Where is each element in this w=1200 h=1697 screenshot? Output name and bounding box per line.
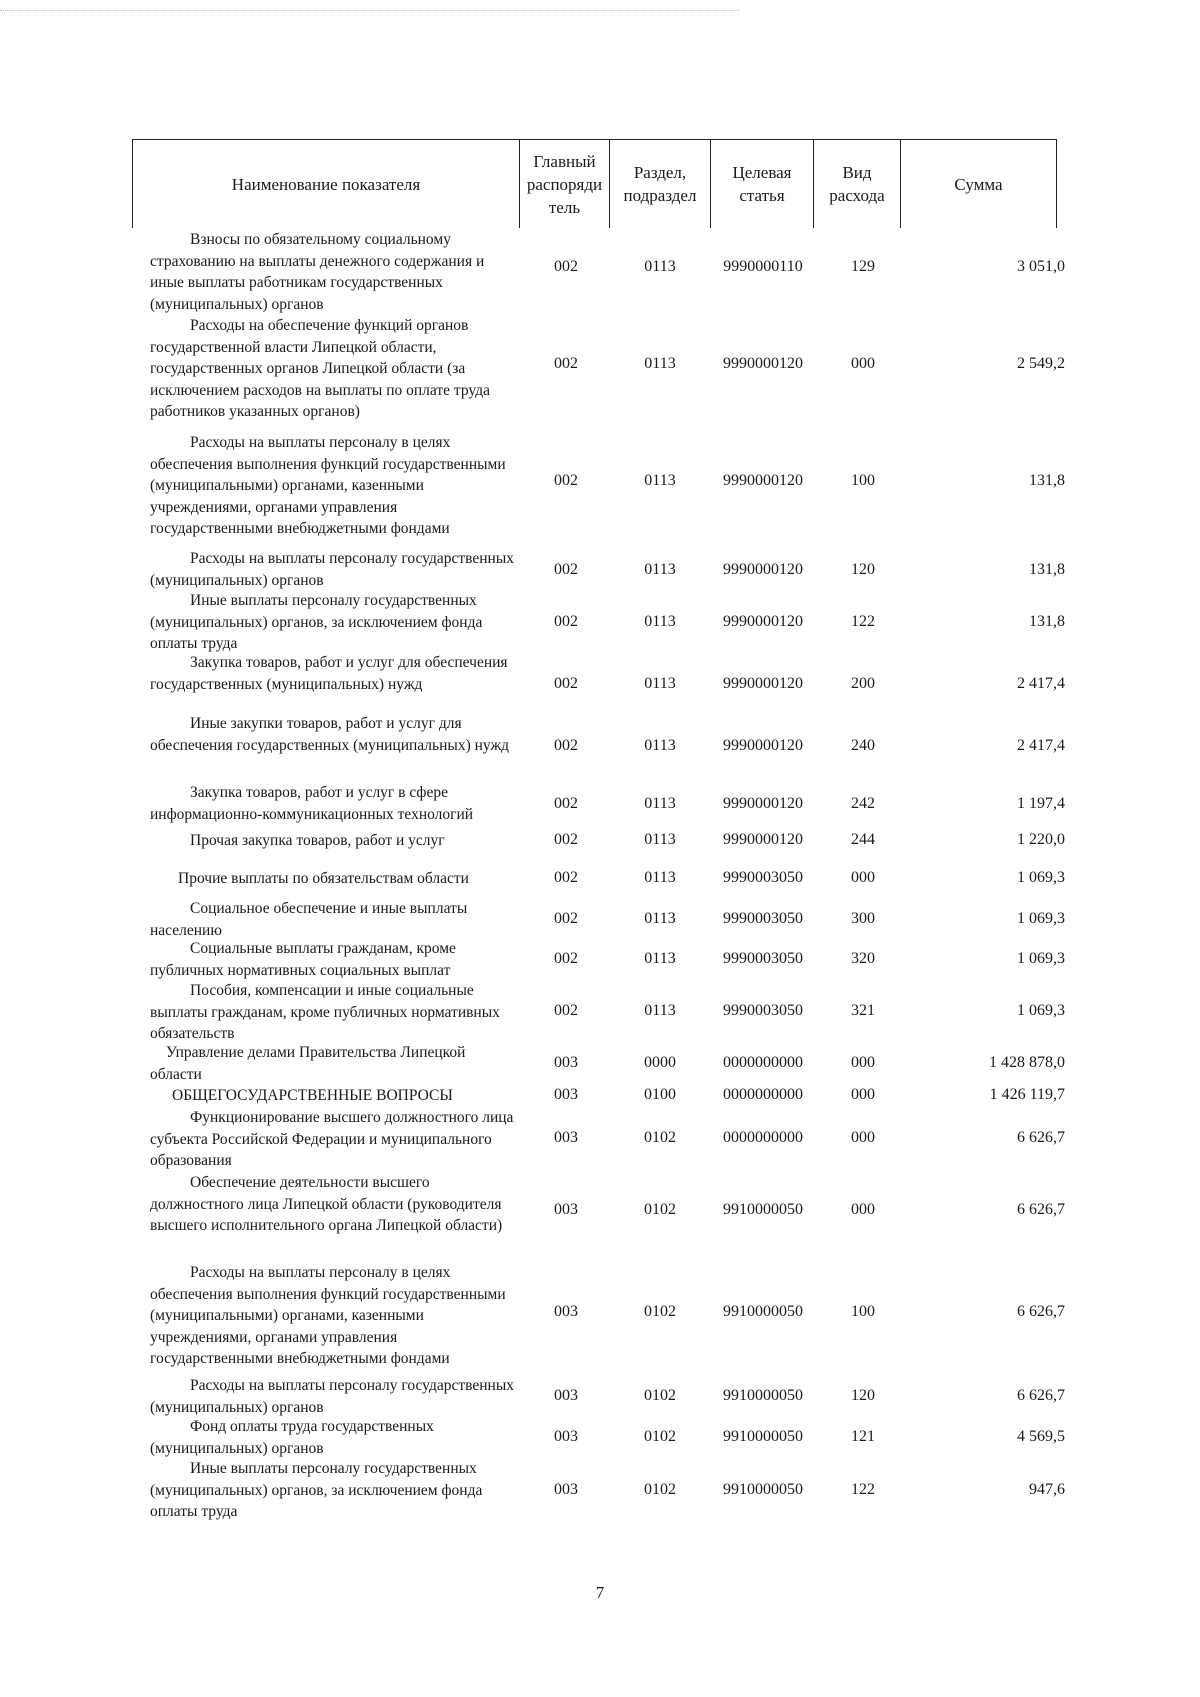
row-target: 9990003050 bbox=[723, 910, 803, 927]
row-manager: 002 bbox=[554, 355, 578, 372]
row-sum: 6 626,7 bbox=[1017, 1303, 1065, 1320]
row-sum: 1 426 119,7 bbox=[989, 1086, 1065, 1103]
row-target: 9910000050 bbox=[723, 1428, 803, 1445]
row-type: 120 bbox=[851, 1387, 875, 1404]
row-type: 121 bbox=[851, 1428, 875, 1445]
row-sum: 1 069,3 bbox=[1017, 869, 1065, 886]
row-type: 000 bbox=[851, 1086, 875, 1103]
row-sum: 6 626,7 bbox=[1017, 1129, 1065, 1146]
row-section: 0000 bbox=[644, 1054, 676, 1071]
row-section: 0113 bbox=[644, 950, 676, 967]
row-name: Взносы по обязательному социальному страхованию на выплаты денежного содержания и иные выплаты работникам государственных (муниципальных) органов bbox=[150, 231, 485, 313]
row-sum: 4 569,5 bbox=[1017, 1428, 1065, 1445]
row-type: 100 bbox=[851, 472, 875, 489]
row-target: 9990003050 bbox=[723, 1002, 803, 1019]
row-target: 9990000110 bbox=[723, 258, 803, 275]
row-target: 9990000120 bbox=[723, 795, 803, 812]
table-header bbox=[132, 139, 1057, 228]
row-type: 000 bbox=[851, 1129, 875, 1146]
header-name: Наименование показателя bbox=[132, 140, 519, 228]
row-manager: 002 bbox=[554, 737, 578, 754]
row-manager: 002 bbox=[554, 795, 578, 812]
row-target: 9990003050 bbox=[723, 950, 803, 967]
row-type: 120 bbox=[851, 561, 875, 578]
row-manager: 002 bbox=[554, 1002, 578, 1019]
row-name: Расходы на обеспечение функций органов государственной власти Липецкой области, государственных органов Липецкой области (за исключением расходов на выплаты по оплате труда работников указанных органов) bbox=[150, 317, 490, 420]
row-manager: 002 bbox=[554, 910, 578, 927]
row-target: 9990000120 bbox=[723, 561, 803, 578]
row-manager: 003 bbox=[554, 1481, 578, 1498]
row-target: 9910000050 bbox=[723, 1387, 803, 1404]
row-name: ОБЩЕГОСУДАРСТВЕННЫЕ ВОПРОСЫ bbox=[172, 1087, 453, 1104]
row-sum: 131,8 bbox=[1029, 613, 1065, 630]
row-name: Расходы на выплаты персоналу государственных (муниципальных) органов bbox=[150, 550, 514, 589]
row-type: 000 bbox=[851, 1201, 875, 1218]
row-manager: 003 bbox=[554, 1387, 578, 1404]
row-manager: 002 bbox=[554, 675, 578, 692]
row-section: 0102 bbox=[644, 1201, 676, 1218]
row-sum: 1 069,3 bbox=[1017, 1002, 1065, 1019]
row-type: 242 bbox=[851, 795, 875, 812]
row-name: Иные закупки товаров, работ и услуг для обеспечения государственных (муниципальных) нужд bbox=[150, 715, 510, 754]
row-manager: 003 bbox=[554, 1086, 578, 1103]
row-section: 0102 bbox=[644, 1303, 676, 1320]
row-type: 244 bbox=[851, 831, 875, 848]
row-target: 9990000120 bbox=[723, 831, 803, 848]
row-name: Расходы на выплаты персоналу государственных (муниципальных) органов bbox=[150, 1377, 514, 1416]
row-sum: 6 626,7 bbox=[1017, 1201, 1065, 1218]
row-type: 321 bbox=[851, 1002, 875, 1019]
row-type: 100 bbox=[851, 1303, 875, 1320]
row-section: 0113 bbox=[644, 1002, 676, 1019]
row-section: 0102 bbox=[644, 1481, 676, 1498]
row-sum: 1 197,4 bbox=[1017, 795, 1065, 812]
row-manager: 002 bbox=[554, 613, 578, 630]
row-name: Прочие выплаты по обязательствам области bbox=[178, 870, 469, 887]
row-target: 9990003050 bbox=[723, 869, 803, 886]
row-sum: 131,8 bbox=[1029, 561, 1065, 578]
row-sum: 3 051,0 bbox=[1017, 258, 1065, 275]
row-manager: 003 bbox=[554, 1201, 578, 1218]
row-sum: 1 220,0 bbox=[1017, 831, 1065, 848]
row-target: 9990000120 bbox=[723, 675, 803, 692]
row-section: 0113 bbox=[644, 675, 676, 692]
row-sum: 2 417,4 bbox=[1017, 675, 1065, 692]
header-type: Вид расхода bbox=[813, 140, 900, 228]
row-manager: 002 bbox=[554, 561, 578, 578]
row-section: 0113 bbox=[644, 831, 676, 848]
row-target: 9990000120 bbox=[723, 355, 803, 372]
row-name: Управление делами Правительства Липецкой области bbox=[150, 1044, 466, 1083]
row-name: Закупка товаров, работ и услуг для обеспечения государственных (муниципальных) нужд bbox=[150, 654, 508, 693]
row-section: 0102 bbox=[644, 1387, 676, 1404]
row-sum: 947,6 bbox=[1029, 1481, 1065, 1498]
row-section: 0113 bbox=[644, 795, 676, 812]
scan-artifact-line bbox=[0, 10, 740, 11]
page-number: 7 bbox=[595, 1583, 605, 1602]
row-section: 0102 bbox=[644, 1129, 676, 1146]
row-name: Функционирование высшего должностного лица субъекта Российской Федерации и муниципального образования bbox=[150, 1109, 514, 1169]
row-target: 9990000120 bbox=[723, 613, 803, 630]
row-manager: 002 bbox=[554, 472, 578, 489]
row-name: Прочая закупка товаров, работ и услуг bbox=[190, 832, 445, 849]
row-manager: 003 bbox=[554, 1428, 578, 1445]
row-sum: 2 549,2 bbox=[1017, 355, 1065, 372]
row-target: 9910000050 bbox=[723, 1481, 803, 1498]
row-section: 0113 bbox=[644, 613, 676, 630]
row-type: 000 bbox=[851, 355, 875, 372]
row-section: 0113 bbox=[644, 355, 676, 372]
row-name: Социальное обеспечение и иные выплаты населению bbox=[150, 900, 468, 939]
row-type: 122 bbox=[851, 1481, 875, 1498]
row-section: 0113 bbox=[644, 472, 676, 489]
row-section: 0113 bbox=[644, 737, 676, 754]
row-target: 0000000000 bbox=[723, 1054, 803, 1071]
row-name: Фонд оплаты труда государственных (муниципальных) органов bbox=[150, 1418, 434, 1457]
row-name: Закупка товаров, работ и услуг в сфере информационно-коммуникационных технологий bbox=[150, 784, 474, 823]
row-type: 200 bbox=[851, 675, 875, 692]
row-type: 000 bbox=[851, 869, 875, 886]
row-name: Иные выплаты персоналу государственных (муниципальных) органов, за исключением фонда оплаты труда bbox=[150, 1460, 483, 1520]
row-target: 0000000000 bbox=[723, 1086, 803, 1103]
row-name: Расходы на выплаты персоналу в целях обеспечения выполнения функций государственными (муниципальными) органами, казенными учреждениями, органами управления государственными внебюджетными фондами bbox=[150, 1264, 506, 1367]
row-sum: 1 428 878,0 bbox=[989, 1054, 1065, 1071]
row-section: 0113 bbox=[644, 561, 676, 578]
header-sum: Сумма bbox=[900, 140, 1057, 228]
row-type: 129 bbox=[851, 258, 875, 275]
header-target: Целевая статья bbox=[710, 140, 813, 228]
row-section: 0100 bbox=[644, 1086, 676, 1103]
row-type: 000 bbox=[851, 1054, 875, 1071]
header-manager: Главный распоряди тель bbox=[519, 140, 609, 228]
row-section: 0113 bbox=[644, 258, 676, 275]
row-name: Пособия, компенсации и иные социальные выплаты гражданам, кроме публичных нормативных обязательств bbox=[150, 982, 500, 1042]
row-sum: 1 069,3 bbox=[1017, 910, 1065, 927]
row-section: 0113 bbox=[644, 910, 676, 927]
row-manager: 002 bbox=[554, 831, 578, 848]
row-sum: 6 626,7 bbox=[1017, 1387, 1065, 1404]
row-target: 9910000050 bbox=[723, 1201, 803, 1218]
row-manager: 002 bbox=[554, 869, 578, 886]
row-section: 0102 bbox=[644, 1428, 676, 1445]
row-manager: 003 bbox=[554, 1054, 578, 1071]
row-manager: 002 bbox=[554, 950, 578, 967]
row-name: Обеспечение деятельности высшего должностного лица Липецкой области (руководителя высшего исполнительного органа Липецкой области) bbox=[150, 1174, 503, 1234]
row-type: 320 bbox=[851, 950, 875, 967]
row-name: Расходы на выплаты персоналу в целях обеспечения выполнения функций государственными (муниципальными) органами, казенными учреждениями, органами управления государственными внебюджетными фондами bbox=[150, 434, 506, 537]
row-target: 9990000120 bbox=[723, 737, 803, 754]
row-sum: 1 069,3 bbox=[1017, 950, 1065, 967]
header-section: Раздел, подраздел bbox=[609, 140, 710, 228]
row-manager: 003 bbox=[554, 1129, 578, 1146]
row-name: Социальные выплаты гражданам, кроме публичных нормативных социальных выплат bbox=[150, 940, 456, 979]
row-target: 9990000120 bbox=[723, 472, 803, 489]
row-name: Иные выплаты персоналу государственных (муниципальных) органов, за исключением фонда оплаты труда bbox=[150, 592, 483, 652]
row-type: 300 bbox=[851, 910, 875, 927]
row-manager: 003 bbox=[554, 1303, 578, 1320]
row-target: 0000000000 bbox=[723, 1129, 803, 1146]
row-manager: 002 bbox=[554, 258, 578, 275]
row-section: 0113 bbox=[644, 869, 676, 886]
row-type: 240 bbox=[851, 737, 875, 754]
row-target: 9910000050 bbox=[723, 1303, 803, 1320]
row-type: 122 bbox=[851, 613, 875, 630]
row-sum: 2 417,4 bbox=[1017, 737, 1065, 754]
row-sum: 131,8 bbox=[1029, 472, 1065, 489]
